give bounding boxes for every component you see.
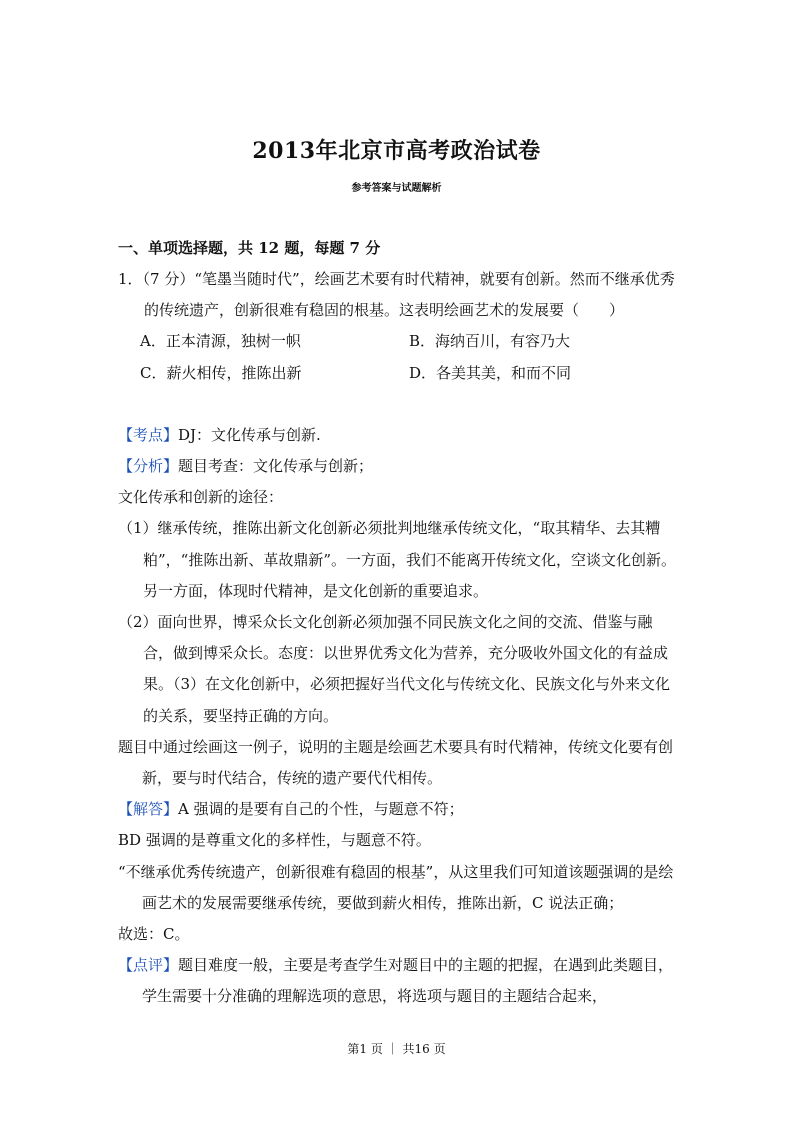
option-d: D．各美其美，和而不同 xyxy=(409,363,572,382)
point-1: （1）继承传统，推陈出新文化创新必须批判地继承传统文化，“取其精华、去其糟粕”，“推陈出新、革故鼎新”。一方面，我们不能离开传统文化，空谈文化创新。另一方面，体现时代精神，是文化创新的重要追求。 xyxy=(118,519,677,600)
option-c: C．薪火相传，推陈出新 xyxy=(140,363,302,382)
fenxi-tag: 【分析】 xyxy=(118,457,179,476)
dianping-tag: 【点评】 xyxy=(118,956,179,975)
page-title: 2013年北京市高考政治试卷 xyxy=(252,138,541,164)
bd-line: BD 强调的是尊重文化的多样性，与题意不符。 xyxy=(118,831,431,850)
page-subtitle: 参考答案与试题解析 xyxy=(351,183,442,194)
route-line: 文化传承和创新的途径： xyxy=(118,488,284,507)
summary-paragraph: 题目中通过绘画这一例子，说明的主题是绘画艺术要具有时代精神，传统文化要有创新，要与时代结合，传统的遗产要代代相传。 xyxy=(118,737,674,788)
option-b: B．海纳百川，有容乃大 xyxy=(409,332,571,351)
question-stem: 1．（7 分）“笔墨当随时代”，绘画艺术要有时代精神，就要有创新。然而不继承优秀的传统遗产，创新很难有稳固的根基。这表明绘画艺术的发展要（ ） xyxy=(118,270,675,320)
options-row-1 xyxy=(118,326,678,357)
answer-line: 故选：C。 xyxy=(118,925,190,944)
page-footer: 第1 页 ｜ 共16 页 xyxy=(347,1042,446,1056)
options-row-2 xyxy=(118,358,678,389)
kaodian-text: DJ：文化传承与创新. xyxy=(178,425,321,444)
point-2: （2）面向世界，博采众长文化创新必须加强不同民族文化之间的交流、借鉴与融合，做到博采众长。态度：以世界优秀文化为营养，充分吸收外国文化的有益成果。（3）在文化创新中，必须把握好当代文化与传统文化、民族文化与外来文化的关系，要坚持正确的方向。 xyxy=(118,613,671,725)
jieda-line xyxy=(118,794,678,825)
section-heading: 一、单项选择题，共 12 题，每题 7 分 xyxy=(118,239,381,257)
option-a: A．正本清源，独树一帜 xyxy=(140,332,301,351)
spacer xyxy=(118,389,678,420)
fenxi-line xyxy=(118,451,678,482)
fenxi-text: 题目考查：文化传承与创新； xyxy=(178,457,374,476)
document-body xyxy=(118,236,678,1013)
jieda-text: A 强调的是要有自己的个性，与题意不符； xyxy=(178,800,464,819)
kaodian-line xyxy=(118,420,678,451)
dianping-text: 题目难度一般，主要是考查学生对题目中的主题的把握，在遇到此类题目，学生需要十分准确的理解选项的意思，将选项与题目的主题结合起来， xyxy=(142,956,674,1006)
quote-paragraph: “不继承优秀传统遗产，创新很难有稳固的根基”，从这里我们可知道该题强调的是绘画艺术的发展需要继承传统，要做到薪火相传，推陈出新，C 说法正确； xyxy=(118,862,674,912)
jieda-tag: 【解答】 xyxy=(118,800,179,819)
kaodian-tag: 【考点】 xyxy=(118,425,179,444)
dianping-paragraph xyxy=(118,950,678,1012)
